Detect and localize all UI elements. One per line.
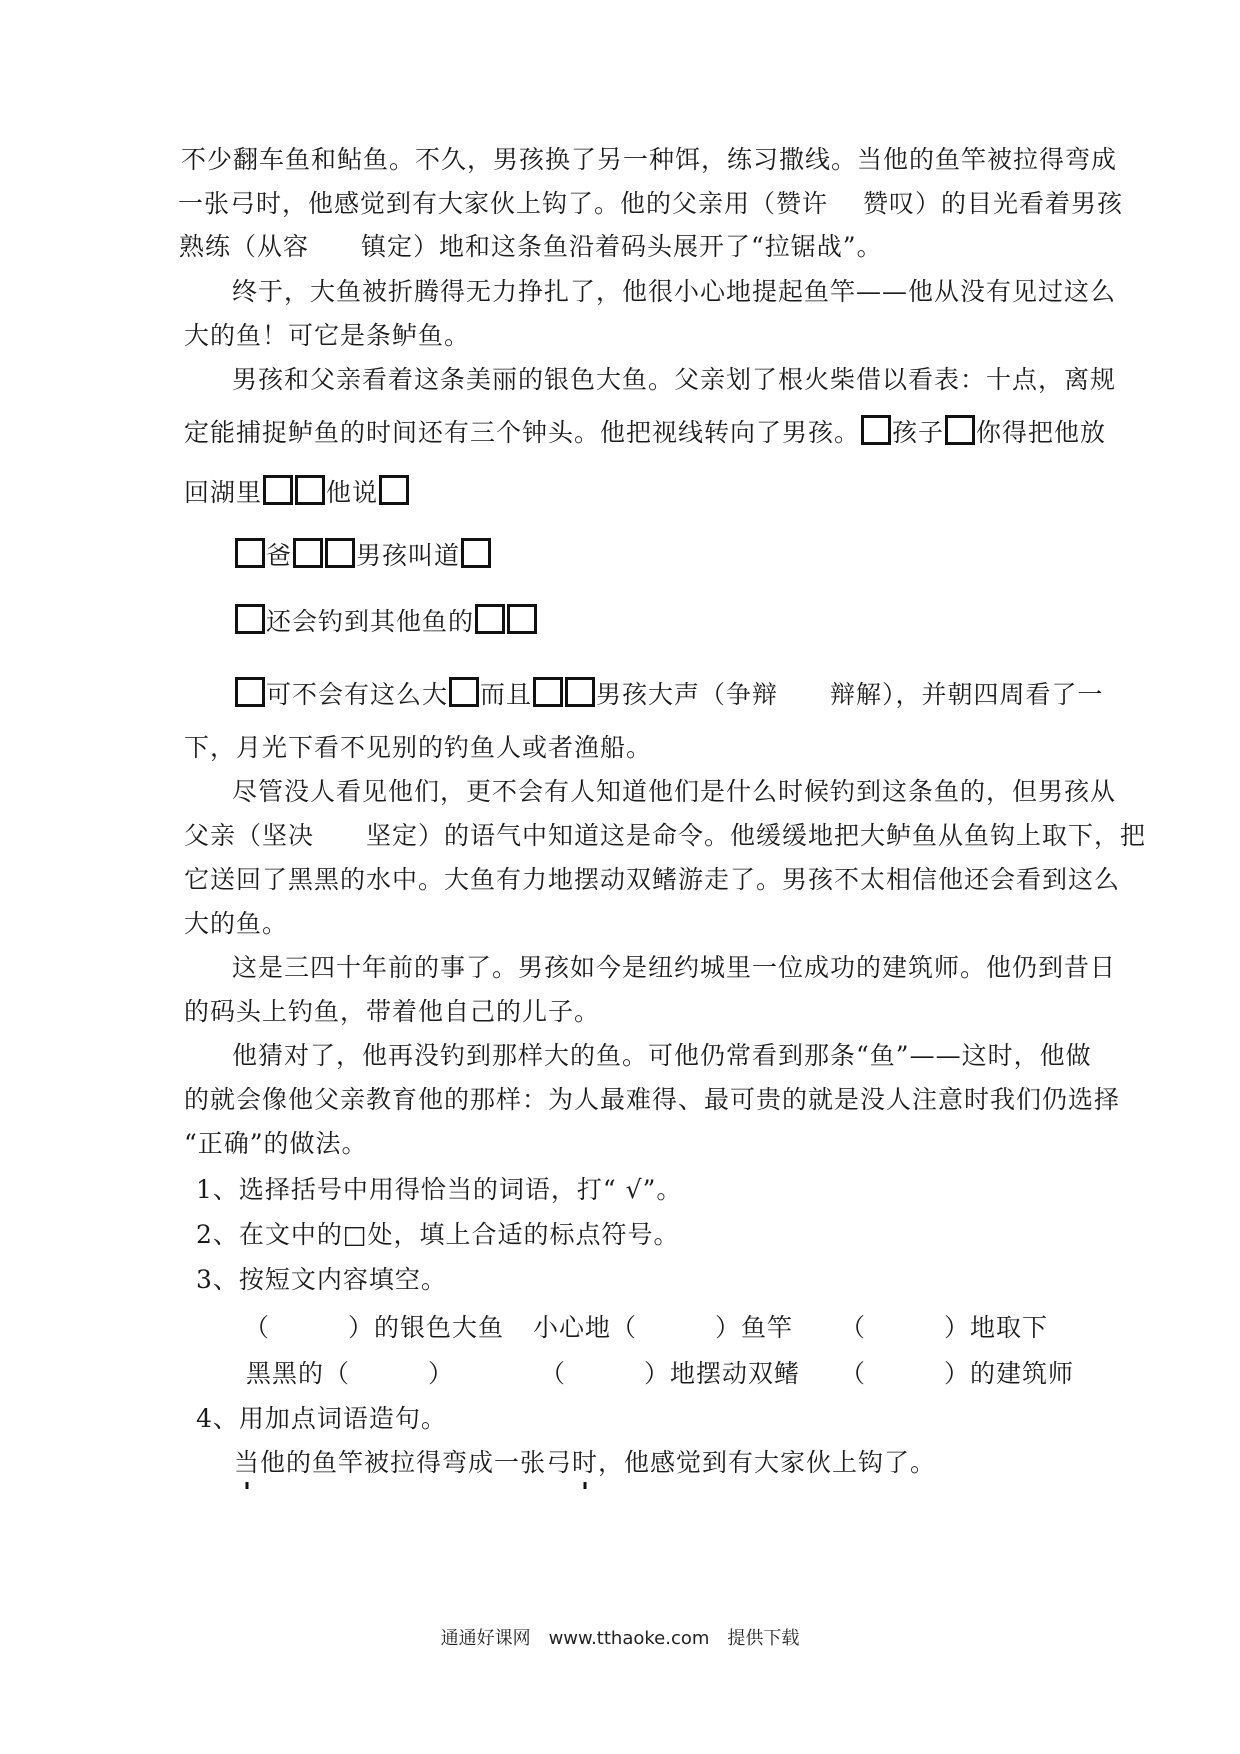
dialogue-line	[234, 677, 1104, 712]
punctuation-blank[interactable]	[293, 538, 323, 568]
story-line: 下，月光下看不见别的钓鱼人或者渔船。	[184, 733, 653, 762]
story-line: 男孩和父亲看着这条美丽的银色大鱼。父亲划了根火柴借以看表：十点，离规	[232, 365, 1117, 394]
story-line: “正确”的做法。	[184, 1129, 368, 1158]
dialogue-text: 爸	[266, 541, 293, 570]
story-line	[184, 415, 1106, 450]
story-line: 不少翻车鱼和鲇鱼。不久，男孩换了另一种饵，练习撒线。当他的鱼竿被拉得弯成	[181, 145, 1118, 174]
story-line: 的就会像他父亲教育他的那样：为人最难得、最可贵的就是没人注意时我们仍选择	[184, 1085, 1121, 1114]
punctuation-blank[interactable]	[475, 604, 505, 634]
punctuation-blank[interactable]	[263, 475, 293, 505]
story-line: 的码头上钓鱼，带着他自己的儿子。	[184, 997, 601, 1026]
story-text: 回湖里	[184, 478, 263, 507]
fill-blank-item[interactable]: （ ）地摆动双鳍	[540, 1359, 801, 1388]
punctuation-blank[interactable]	[533, 677, 563, 707]
story-line: 父亲（坚决 坚定）的语气中知道这是命令。他缓缓地把大鲈鱼从鱼钩上取下，把	[184, 821, 1147, 850]
fill-blank-item[interactable]: （ ）的建筑师	[840, 1359, 1075, 1388]
punctuation-blank[interactable]	[379, 475, 409, 505]
story-line: 大的鱼！可它是条鲈鱼。	[184, 321, 471, 350]
dotted-word: 当	[234, 1448, 261, 1477]
sentence-text: ，他感觉到有大家伙上钩了。	[598, 1448, 937, 1477]
punctuation-blank[interactable]	[449, 677, 479, 707]
story-line: 他猜对了，他再没钓到那样大的鱼。可他仍常看到那条“鱼”——这时，他做	[232, 1041, 1092, 1070]
question-4: 4、用加点词语造句。	[196, 1404, 447, 1433]
dialogue-line	[234, 604, 538, 639]
story-text: 你得把他放	[976, 418, 1107, 447]
story-line: 尽管没人看见他们，更不会有人知道他们是什么时候钓到这条鱼的，但男孩从	[232, 777, 1117, 806]
dialogue-text: 还会钓到其他鱼的	[266, 607, 475, 636]
story-text: 他说	[326, 478, 379, 507]
dotted-word: 时	[572, 1448, 599, 1477]
story-line: 它送回了黑黑的水中。大鱼有力地摆动双鳍游走了。男孩不太相信他还会看到这么	[184, 865, 1121, 894]
punctuation-blank[interactable]	[235, 677, 265, 707]
dialogue-text: 可不会有这么大	[266, 680, 449, 709]
punctuation-blank[interactable]	[565, 677, 595, 707]
punctuation-blank[interactable]	[235, 604, 265, 634]
story-text: 定能捕捉鲈鱼的时间还有三个钟头。他把视线转向了男孩。	[184, 418, 861, 447]
dialogue-text: 男孩叫道	[356, 541, 461, 570]
punctuation-blank[interactable]	[461, 538, 491, 568]
story-line: 熟练（从容 镇定）地和这条鱼沿着码头展开了“拉锯战”。	[179, 232, 883, 261]
example-sentence	[234, 1446, 936, 1480]
fill-blank-item[interactable]: 黑黑的（ ）	[246, 1359, 455, 1388]
fill-blank-item[interactable]: 小心地（ ）鱼竿	[533, 1313, 794, 1342]
question-3: 3、按短文内容填空。	[196, 1265, 447, 1294]
punctuation-blank[interactable]	[945, 415, 975, 445]
sentence-text: 他的鱼竿被拉得弯成一张弓	[260, 1448, 573, 1477]
question-1: 1、选择括号中用得恰当的词语，打“ √”。	[196, 1175, 683, 1204]
punctuation-blank[interactable]	[235, 538, 265, 568]
fill-blank-item[interactable]: （ ）的银色大鱼	[244, 1313, 505, 1342]
story-line: 一张弓时，他感觉到有大家伙上钩了。他的父亲用（赞许 赞叹）的目光看着男孩	[178, 189, 1123, 218]
dialogue-text: 男孩大声（争辩 辩解），并朝四周看了一	[596, 680, 1104, 709]
dialogue-text: 而且	[480, 680, 533, 709]
question-2: 2、在文中的□处，填上合适的标点符号。	[196, 1220, 680, 1249]
story-line	[184, 475, 410, 510]
fill-blank-item[interactable]: （ ）地取下	[840, 1313, 1049, 1342]
story-line: 这是三四十年前的事了。男孩如今是纽约城里一位成功的建筑师。他仍到昔日	[232, 953, 1117, 982]
punctuation-blank[interactable]	[507, 604, 537, 634]
punctuation-blank[interactable]	[295, 475, 325, 505]
page-footer: 通通好课网 www.tthaoke.com 提供下载	[440, 1628, 800, 1649]
story-text: 孩子	[892, 418, 945, 447]
punctuation-blank[interactable]	[325, 538, 355, 568]
story-line: 终于，大鱼被折腾得无力挣扎了，他很小心地提起鱼竿——他从没有见过这么	[232, 277, 1117, 306]
dialogue-line	[234, 538, 492, 573]
story-line: 大的鱼。	[184, 909, 289, 938]
punctuation-blank[interactable]	[861, 415, 891, 445]
